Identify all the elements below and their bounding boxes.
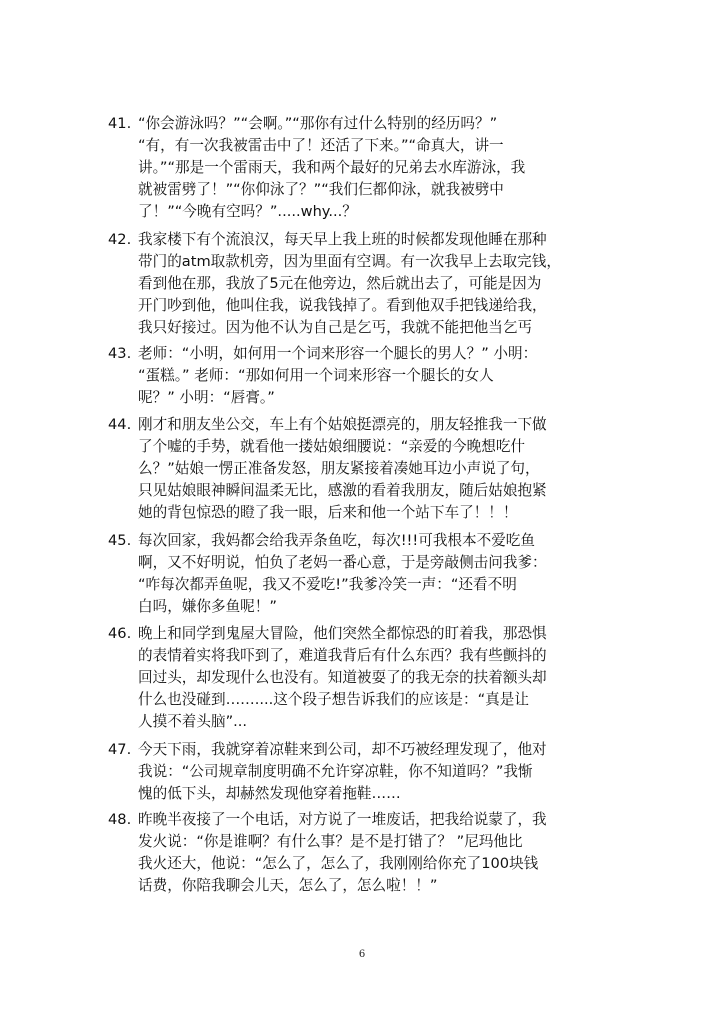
text-line: “有，有一次我被雷击中了！还活了下来。”“命真大，讲一 (138, 137, 504, 154)
text-line: 今天下雨，我就穿着凉鞋来到公司，却不巧被经理发现了，他对 (138, 741, 547, 758)
joke-item-41 (108, 113, 624, 223)
item-text (138, 623, 624, 733)
text-line: 我只好接过。因为他不认为自己是乞丐，我就不能把他当乞丐 (138, 319, 533, 336)
item-number: 45. (108, 532, 132, 549)
text-line: 话费，你陪我聊会儿天，怎么了，怎么啦！！” (138, 877, 438, 894)
joke-item-48 (108, 809, 624, 897)
item-text (138, 530, 624, 618)
text-line: 开门吵到他，他叫住我，说我钱掉了。看到他双手把钱递给我， (138, 297, 547, 314)
joke-item-45 (108, 530, 624, 618)
text-line: 呢？” 小明：“唇膏。” (138, 389, 275, 406)
text-line: 昨晚半夜接了一个电话，对方说了一堆废话，把我给说蒙了，我 (138, 811, 547, 828)
item-number: 48. (108, 811, 132, 828)
text-line: 了！”“今晚有空吗？”.....why...？ (138, 203, 357, 220)
text-line: “蛋糕。” 老师：“那如何用一个词来形容一个腿长的女人 (138, 367, 494, 384)
item-number: 43. (108, 345, 132, 362)
joke-item-43 (108, 343, 624, 409)
item-text (138, 113, 624, 223)
item-text (138, 414, 624, 524)
text-line: 愧的低下头，却赫然发现他穿着拖鞋…… (138, 785, 401, 802)
text-line: 我家楼下有个流浪汉，每天早上我上班的时候都发现他睡在那种 (138, 231, 547, 248)
joke-item-42 (108, 229, 624, 339)
text-line: 我说：“公司规章制度明确不允许穿凉鞋，你不知道吗？”我惭 (138, 763, 533, 780)
item-text (138, 343, 624, 409)
text-line: 的表情着实将我吓到了，难道我背后有什么东西？我有些颤抖的 (138, 647, 547, 664)
text-line: 老师：“小明，如何用一个词来形容一个腿长的男人？” 小明： (138, 345, 538, 362)
text-line: 回过头，却发现什么也没有。知道被耍了的我无奈的扶着额头却 (138, 669, 547, 686)
text-line: 讲。”“那是一个雷雨天，我和两个最好的兄弟去水库游泳，我 (138, 159, 526, 176)
joke-item-47 (108, 739, 624, 805)
text-line: 人摸不着头脑”... (138, 713, 248, 730)
joke-item-46 (108, 623, 624, 733)
text-line: 带门的atm取款机旁，因为里面有空调。有一次我早上去取完钱， (138, 253, 561, 270)
item-number: 41. (108, 115, 132, 132)
item-number: 47. (108, 741, 132, 758)
text-line: “你会游泳吗？”“会啊。”“那你有过什么特别的经历吗？” (138, 115, 498, 132)
text-line: 了个嘘的手势，就看他一搂姑娘细腰说：“亲爱的今晚想吃什 (138, 438, 526, 455)
text-line: 就被雷劈了！”“你仰泳了？”“我们仨都仰泳，就我被劈中 (138, 181, 504, 198)
text-line: 她的背包惊恐的瞪了我一眼，后来和他一个站下车了！！！ (138, 504, 518, 521)
text-line: 刚才和朋友坐公交，车上有个姑娘挺漂亮的，朋友轻推我一下做 (138, 416, 547, 433)
text-line: 每次回家，我妈都会给我弄条鱼吃，每次!!!可我根本不爱吃鱼 (138, 532, 535, 549)
page-number: 6 (358, 949, 366, 960)
text-line: 什么也没碰到……....这个段子想告诉我们的应该是：“真是让 (138, 691, 529, 708)
item-number: 44. (108, 416, 132, 433)
text-line: 白吗，嫌你多鱼呢！” (138, 598, 277, 615)
text-line: 看到他在那，我放了5元在他旁边，然后就出去了，可能是因为 (138, 275, 542, 292)
text-line: 么？”姑娘一愣正准备发怒，朋友紧接着凑她耳边小声说了句， (138, 460, 540, 477)
joke-item-44 (108, 414, 624, 524)
item-text (138, 739, 624, 805)
item-text (138, 809, 624, 897)
item-number: 46. (108, 625, 132, 642)
text-line: 只见姑娘眼神瞬间温柔无比，感激的看着我朋友，随后姑娘抱紧 (138, 482, 547, 499)
item-text (138, 229, 624, 339)
text-line: “咋每次都弄鱼呢，我又不爱吃!”我爹冷笑一声：“还看不明 (138, 576, 517, 593)
text-line: 我火还大，他说：“怎么了，怎么了，我刚刚给你充了100块钱 (138, 855, 539, 872)
text-line: 啊，又不好明说，怕负了老妈一番心意，于是旁敲侧击问我爹： (138, 554, 547, 571)
item-number: 42. (108, 231, 132, 248)
text-line: 晚上和同学到鬼屋大冒险，他们突然全都惊恐的盯着我，那恐惧 (138, 625, 547, 642)
text-line: 发火说：“你是谁啊？有什么事？是不是打错了？ ”尼玛他比 (138, 833, 523, 850)
